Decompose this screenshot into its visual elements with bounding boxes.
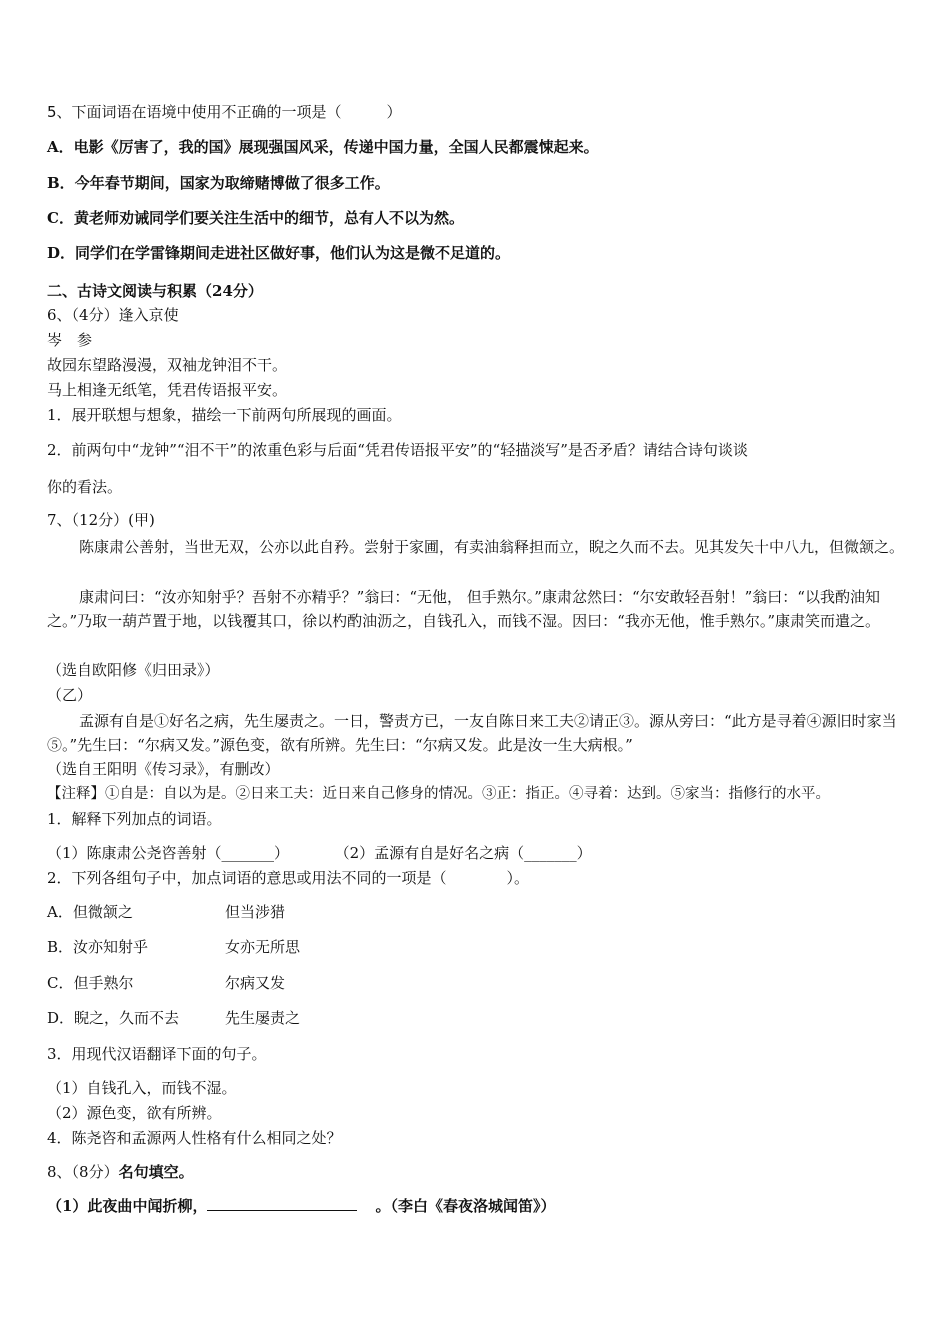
option-label: D．: [47, 1009, 75, 1027]
q5-option-b: [47, 173, 920, 193]
q7-sub2: 2．下列各组句子中，加点词语的意思或用法不同的一项是（ ）。: [47, 869, 530, 887]
option-left: 但微颔之: [72, 903, 133, 921]
q5-option-c: [47, 208, 920, 228]
option-left: 但手熟尔: [73, 974, 134, 992]
q7-jia-paragraph-1: 陈康肃公善射，当世无双，公亦以此自矜。尝射于家圃，有卖油翁释担而立，睨之久而不去。见其发矢十中八九，但微颔之。: [79, 538, 905, 556]
option-text: 电影《厉害了，我的国》展现强国风采，传递中国力量，全国人民都震悚起来。: [73, 138, 599, 156]
q6-sub1: 1．展开联想与想象，描绘一下前两句所展现的画面。: [47, 406, 402, 424]
option-text: 黄老师劝诫同学们要关注生活中的细节，总有人不以为然。: [73, 209, 464, 227]
option-label: B．: [47, 174, 75, 192]
q7-yi-paragraph: 孟源有自是①好名之病，先生屡责之。一日，警责方已，一友自陈日来工夫②请正③。源从旁曰：“此方是寻着④源旧时家当⑤。”先生曰：“尔病又发。”源色变，欲有所辨。先生曰：“尔病又发。此是汝一生大病根。”: [47, 712, 897, 754]
q5-option-d: [47, 243, 920, 263]
q7-stem: 7、（12分）(甲): [47, 511, 155, 529]
q6-poem-line-1: 故园东望路漫漫，双袖龙钟泪不干。: [47, 356, 288, 374]
q7-sub3-item-1: （1）自钱孔入，而钱不湿。: [47, 1079, 237, 1097]
option-right: 女亦无所思: [225, 938, 301, 956]
q7-sub1-items: [47, 843, 920, 863]
q6-sub2: 2．前两句中“龙钟”“泪不干”的浓重色彩与后面“凭君传语报平安”的“轻描淡写”是否矛盾？请结合诗句谈谈: [47, 441, 748, 459]
option-right: 尔病又发: [225, 974, 286, 992]
q8-item-1: [47, 1196, 920, 1216]
option-label: C．: [47, 974, 74, 992]
q7-sub1: 1．解释下列加点的词语。: [47, 810, 222, 828]
option-left: 睨之，久而不去: [74, 1009, 180, 1027]
q7-yi-source: （选自王阳明《传习录》，有删改）: [47, 760, 280, 778]
q5-option-a: [47, 137, 920, 157]
option-text: 今年春节期间，国家为取缔赌博做了很多工作。: [74, 174, 390, 192]
option-left: 汝亦知射乎: [73, 938, 149, 956]
section-heading: 二、古诗文阅读与积累（24分）: [47, 282, 263, 300]
q7-sub4: 4．陈尧咨和孟源两人性格有什么相同之处？: [47, 1129, 342, 1147]
q7-sub1-item-2: （2）孟源有自是好名之病（_______）: [334, 844, 592, 862]
option-right: 先生屡责之: [225, 1009, 301, 1027]
q7-yi-label: （乙）: [47, 686, 93, 704]
option-label: C．: [47, 209, 74, 227]
q7-sub2-option-d: [47, 1008, 920, 1028]
q7-jia-paragraph-2: 康肃问曰：“汝亦知射乎？吾射不亦精乎？”翁曰：“无他， 但手熟尔。”康肃忿然曰：“尔安敢轻吾射！”翁曰：“以我酌油知之。”乃取一葫芦置于地，以钱覆其口，徐以杓酌油沥之，自钱孔入，而钱不湿。因曰：“我亦无他，惟手熟尔。”康肃笑而遣之。: [47, 588, 881, 630]
q7-sub2-option-c: [47, 973, 920, 993]
q6-stem: 6、（4分）逢入京使: [47, 306, 179, 324]
option-text: 同学们在学雷锋期间走进社区做好事，他们认为这是微不足道的。: [75, 244, 511, 262]
q7-jia-source: （选自欧阳修《归田录》）: [47, 661, 220, 679]
option-right: 但当涉猎: [225, 903, 286, 921]
q7-sub3: 3．用现代汉语翻译下面的句子。: [47, 1045, 267, 1063]
fill-in-blank[interactable]: [207, 1196, 357, 1211]
q8-item-1-start: （1）此夜曲中闻折柳，: [47, 1197, 208, 1215]
q6-author: 岑 参: [47, 331, 93, 349]
q6-sub2-cont: 你的看法。: [47, 478, 123, 496]
q7-sub3-item-2: （2）源色变，欲有所辨。: [47, 1104, 222, 1122]
q7-sub2-option-b: [47, 937, 920, 957]
q8-stem-text: 名句填空。: [118, 1163, 194, 1181]
q7-sub1-item-1: （1）陈康肃公尧咨善射（_______）: [47, 844, 290, 862]
option-label: B．: [47, 938, 74, 956]
q7-sub2-option-a: [47, 902, 920, 922]
q6-poem-line-2: 马上相逢无纸笔，凭君传语报平安。: [47, 381, 288, 399]
q7-notes: 【注释】①自是：自以为是。②日来工夫：近日来自己修身的情况。③正：指正。④寻着：达到。⑤家当：指修行的水平。: [47, 786, 830, 802]
option-label: A．: [47, 138, 74, 156]
option-label: A．: [47, 903, 73, 921]
q8-stem: [47, 1162, 920, 1182]
q8-stem-number: 8、（8分）: [47, 1163, 119, 1181]
q8-item-1-end: 。（李白《春夜洛城闻笛》）: [375, 1197, 556, 1215]
option-label: D．: [47, 244, 76, 262]
q5-stem: 5、下面词语在语境中使用不正确的一项是（ ）: [47, 103, 402, 121]
